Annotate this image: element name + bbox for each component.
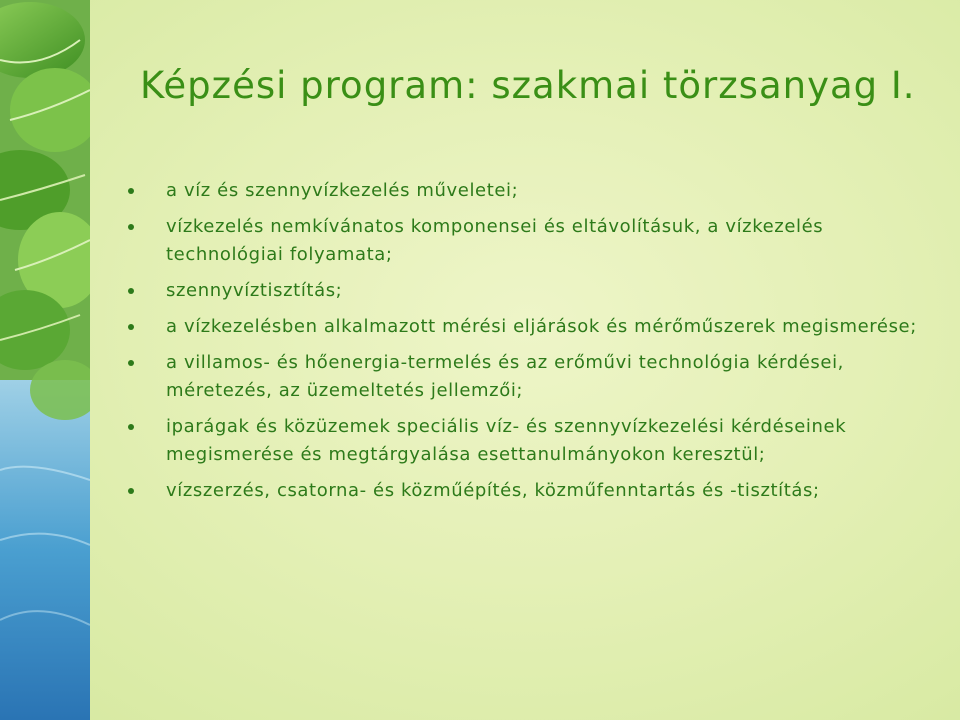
bullet-item bbox=[122, 413, 922, 469]
bullet-text: a villamos- és hőenergia-termelés és az erőművi technológia kérdései, méretezés, az üzemeltetés jellemzői; bbox=[166, 352, 845, 401]
slide-title: Képzési program: szakmai törzsanyag I. bbox=[140, 64, 916, 107]
bullet-icon bbox=[128, 188, 134, 194]
bullet-item bbox=[122, 277, 922, 305]
bullet-item bbox=[122, 213, 922, 269]
bullet-icon bbox=[128, 224, 134, 230]
bullet-text: szennyvíztisztítás; bbox=[166, 280, 343, 301]
bullet-item bbox=[122, 349, 922, 405]
bullet-list bbox=[122, 177, 922, 513]
bullet-text: iparágak és közüzemek speciális víz- és szennyvízkezelési kérdéseinek megismerése és megtárgyalása esettanulmányokon keresztül; bbox=[166, 416, 847, 465]
leaf-water-decoration bbox=[0, 0, 90, 720]
bullet-text: vízkezelés nemkívánatos komponensei és eltávolításuk, a vízkezelés technológiai folyamata; bbox=[166, 216, 824, 265]
bullet-item bbox=[122, 477, 922, 505]
bullet-item bbox=[122, 313, 922, 341]
bullet-icon bbox=[128, 424, 134, 430]
bullet-icon bbox=[128, 360, 134, 366]
bullet-text: vízszerzés, csatorna- és közműépítés, közműfenntartás és -tisztítás; bbox=[166, 480, 820, 501]
bullet-icon bbox=[128, 288, 134, 294]
bullet-icon bbox=[128, 488, 134, 494]
bullet-item bbox=[122, 177, 922, 205]
bullet-icon bbox=[128, 324, 134, 330]
bullet-text: a vízkezelésben alkalmazott mérési eljárások és mérőműszerek megismerése; bbox=[166, 316, 917, 337]
bullet-text: a víz és szennyvízkezelés műveletei; bbox=[166, 180, 519, 201]
